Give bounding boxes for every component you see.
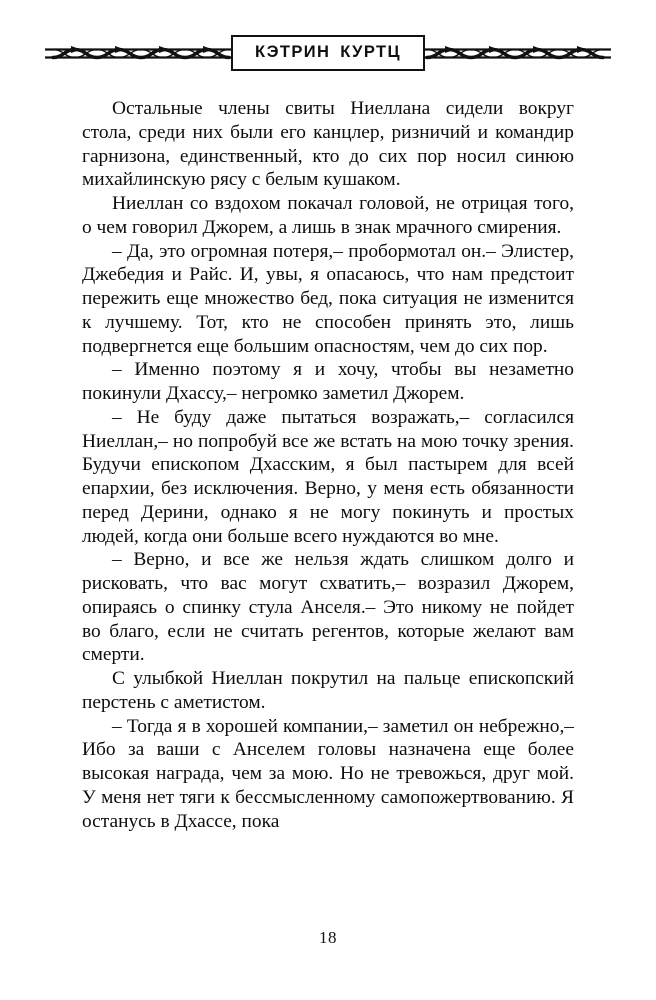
paragraph: – Верно, и все же нельзя ждать слишком долго и рисковать, что вас могут схватить,– возразил Джорем, опираясь о спинку стула Анселя.– Это никому не пойдет во благо, если не считать регентов, которые желают вам смерти. <box>82 549 574 666</box>
body-text <box>82 97 574 833</box>
paragraph: Остальные члены свиты Ниеллана сидели вокруг стола, среди них были его канцлер, ризничий и командир гарнизона, единственный, кто до сих пор носил синюю михайлинскую рясу с белым кушаком. <box>82 98 574 191</box>
paragraph: – Именно поэтому я и хочу, чтобы вы незаметно покинули Дхассу,– негромко заметил Джорем. <box>82 359 574 404</box>
paragraph: – Да, это огромная потеря,– пробормотал он.– Элистер, Джебедия и Райс. И, увы, я опасаюсь, что нам предстоит пережить еще множество бед, пока ситуация не изменится к лучшему. Тот, кто не способен принять это, лишь подвергнется еще большим опасностям, чем до сих пор. <box>82 240 574 357</box>
running-head <box>0 26 656 80</box>
paragraph: – Не буду даже пытаться возражать,– согласился Ниеллан,– но попробуй все же встать на мою точку зрения. Будучи епископом Дхасским, я был пастырем для всей епархии, без исключения. Верно, у меня есть обязанности перед Дерини, однако я не могу покинуть и простых людей, когда они больше всего нуждаются во мне. <box>82 406 574 547</box>
author-name: КЭТРИН КУРТЦ <box>255 43 401 62</box>
twisted-rope-ornament-right <box>423 40 611 66</box>
running-head-box <box>231 35 425 71</box>
twisted-rope-ornament-left <box>45 40 233 66</box>
paragraph: С улыбкой Ниеллан покрутил на пальце епископский перстень с аметистом. <box>82 668 574 713</box>
paragraph: Ниеллан со вздохом покачал головой, не отрицая того, о чем говорил Джорем, а лишь в знак мрачного смирения. <box>82 193 574 238</box>
paragraph: – Тогда я в хорошей компании,– заметил он небрежно,– Ибо за ваши с Анселем головы назначена еще более высокая награда, чем за мою. Но не тревожься, друг мой. У меня нет тяги к бессмысленному самопожертвованию. Я останусь в Дхассе, пока <box>82 715 574 832</box>
page-number: 18 <box>319 928 337 947</box>
